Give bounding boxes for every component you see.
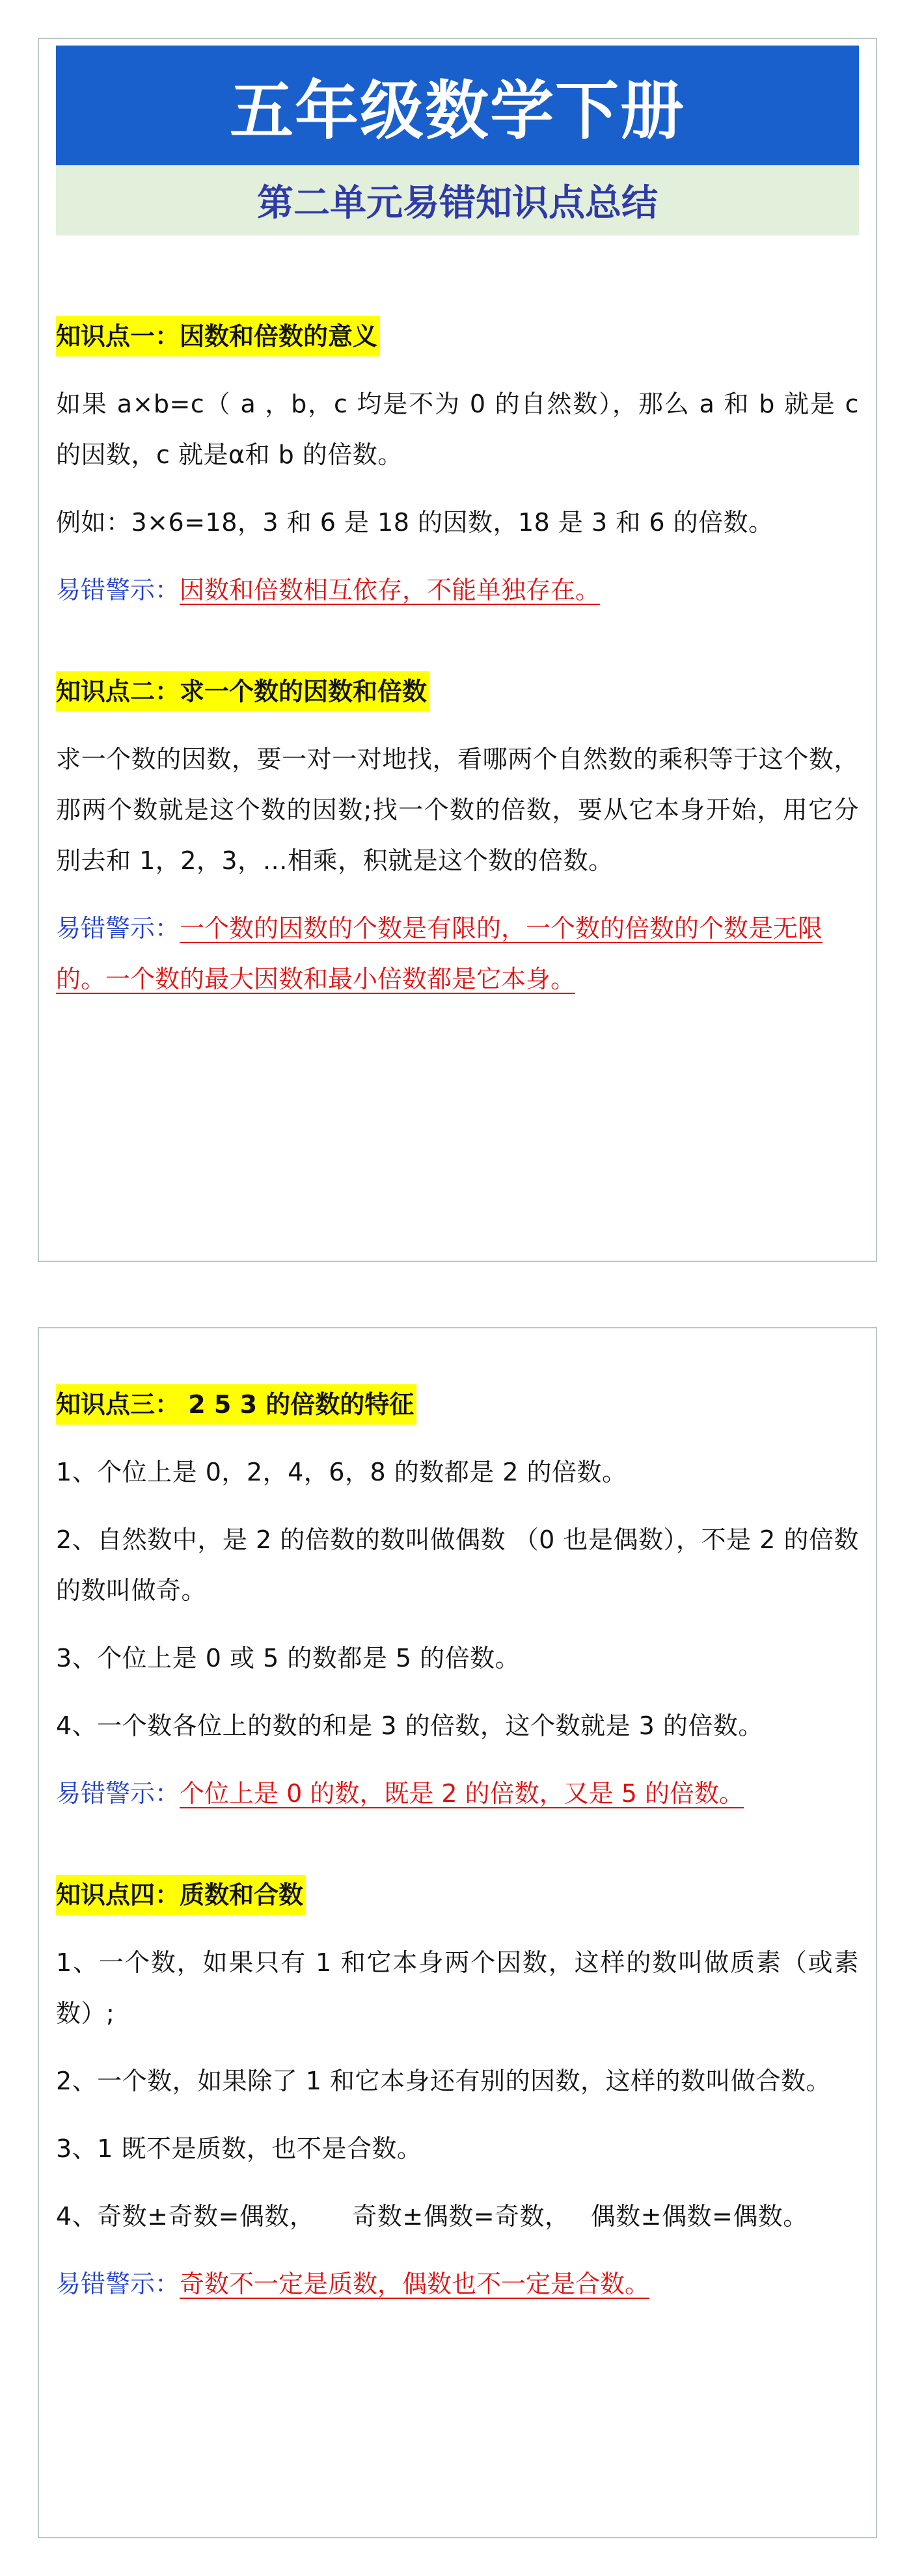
warning-line	[56, 2259, 859, 2309]
section-heading: 知识点四：质数和合数	[56, 1875, 306, 1915]
section-4	[39, 1875, 876, 2309]
warning-line	[56, 903, 859, 1004]
section-heading: 知识点二：求一个数的因数和倍数	[56, 671, 429, 712]
section-heading: 知识点三： 2 5 3 的倍数的特征	[56, 1384, 416, 1425]
section-paragraph: 例如：3×6=18，3 和 6 是 18 的因数，18 是 3 和 6 的倍数。	[56, 508, 774, 537]
subtitle-banner	[56, 165, 859, 235]
section-paragraph: 4、奇数±奇数=偶数， 奇数±偶数=奇数， 偶数±偶数=偶数。	[56, 2202, 808, 2231]
warning-line	[56, 1768, 859, 1819]
section-1	[39, 316, 876, 615]
warning-text: 个位上是 0 的数，既是 2 的倍数，又是 5 的倍数。	[180, 1779, 744, 1808]
warning-label: 易错警示：	[56, 914, 180, 943]
page-subtitle: 第二单元易错知识点总结	[257, 181, 658, 224]
section-paragraph: 如果 a×b=c（ a ，b，c 均是不为 0 的自然数），那么 a 和 b 就是 c 的因数，c 就是α和 b 的倍数。	[56, 390, 859, 469]
section-paragraph: 4、一个数各位上的数的和是 3 的倍数，这个数就是 3 的倍数。	[56, 1711, 763, 1740]
section-paragraph: 2、自然数中，是 2 的倍数的数叫做偶数 （0 也是偶数），不是 2 的倍数的数叫做奇。	[56, 1525, 859, 1605]
warning-label: 易错警示：	[56, 2270, 180, 2298]
section-paragraph: 求一个数的因数，要一对一对地找，看哪两个自然数的乘积等于这个数，那两个数就是这个数的因数;找一个数的倍数，要从它本身开始，用它分别去和 1，2，3，…相乘，积就是这个数的倍数。	[56, 745, 859, 875]
warning-text: 奇数不一定是质数，偶数也不一定是合数。	[180, 2270, 650, 2298]
warning-label: 易错警示：	[56, 1779, 180, 1808]
section-paragraph: 1、个位上是 0，2，4，6，8 的数都是 2 的倍数。	[56, 1458, 627, 1486]
warning-text: 因数和倍数相互依存，不能单独存在。	[180, 576, 601, 604]
section-3	[39, 1384, 876, 1819]
section-paragraph: 2、一个数，如果除了 1 和它本身还有别的因数，这样的数叫做合数。	[56, 2067, 832, 2095]
warning-label: 易错警示：	[56, 576, 180, 604]
title-banner	[56, 46, 859, 165]
section-paragraph: 3、个位上是 0 或 5 的数都是 5 的倍数。	[56, 1644, 521, 1672]
page-card-1	[38, 38, 877, 1262]
section-heading: 知识点一：因数和倍数的意义	[56, 316, 380, 356]
section-2	[39, 671, 876, 1004]
section-paragraph: 3、1 既不是质数，也不是合数。	[56, 2134, 422, 2163]
page-title: 五年级数学下册	[229, 73, 685, 148]
warning-line	[56, 565, 859, 615]
warning-text: 一个数的因数的个数是有限的，一个数的倍数的个数是无限的。一个数的最大因数和最小倍数都是它本身。	[56, 914, 823, 993]
section-paragraph: 1、一个数，如果只有 1 和它本身两个因数，这样的数叫做质素（或素数）;	[56, 1948, 859, 2028]
page-card-2	[38, 1327, 877, 2538]
